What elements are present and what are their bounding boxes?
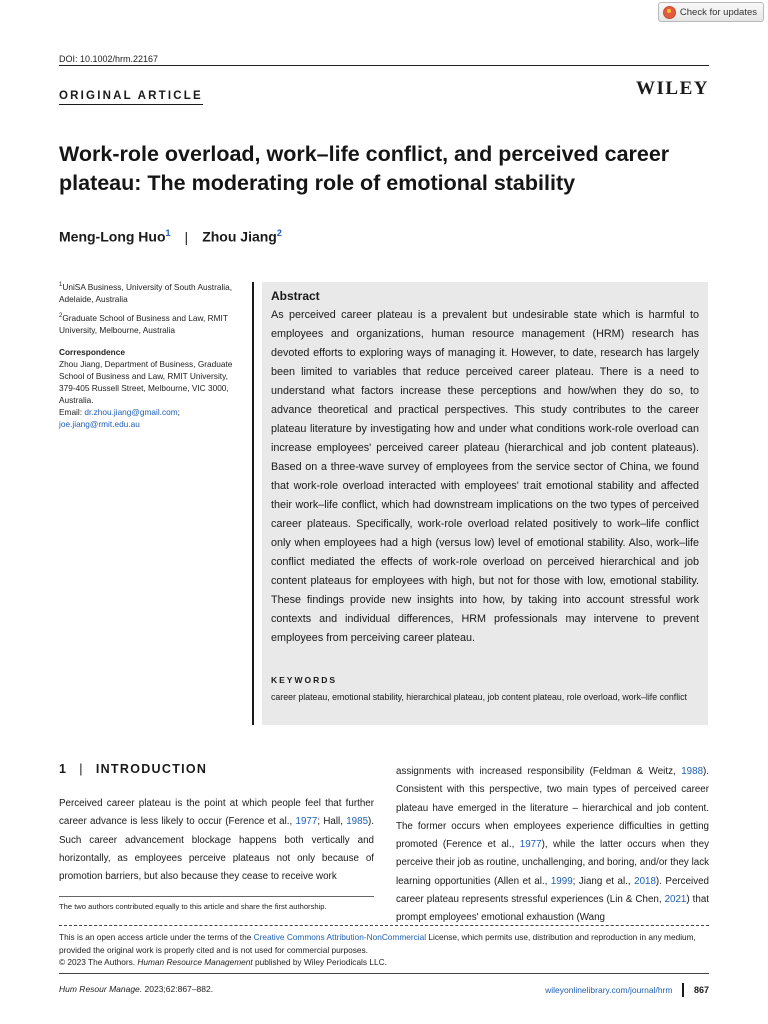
footer-citation: Hum Resour Manage. 2023;62:867–882. <box>59 984 214 994</box>
publisher-logo: WILEY <box>636 78 709 99</box>
abstract-bar <box>252 282 254 725</box>
author-name: Meng-Long Huo <box>59 228 166 245</box>
citation-link[interactable]: 1985 <box>346 816 369 828</box>
citation-link[interactable]: 2018 <box>634 875 656 887</box>
journal-url-link[interactable]: wileyonlinelibrary.com/journal/hrm <box>545 985 673 995</box>
license-rule <box>59 925 709 926</box>
article-title: Work-role overload, work–life conflict, and perceived career plateau: The moderating role of emotional stability <box>59 142 670 195</box>
author-name: Zhou Jiang <box>202 228 277 245</box>
author-list <box>59 228 282 245</box>
email-link[interactable]: dr.zhou.jiang@gmail.com <box>84 406 178 417</box>
correspondence-heading: Correspondence <box>59 346 125 357</box>
citation-link[interactable]: 1977 <box>295 816 318 828</box>
abstract-text: As perceived career plateau is a prevalent but undesirable state which is harmful to employees and organizations, human resource management (HRM) research has devoted efforts to exploring ways of managing it. However, to date, research has largely been limited to variables that reduce perceived career plateau. There is a need to understand what factors increase these perceptions and how/when they do so, to advance theoretical and practical perspectives. This study contributes to the career plateau literature by investigating how and under what conditions work-role overload can increase employees' perceived career plateau (hierarchical and job content plateaus). Based on a three-wave survey of employees from the service sector of China, we found that work-role overload interacted with employees' trait emotional stability and affected their work–life conflict, which had downstream implications on the two types of perceived career plateaus. Specifically, work-role overload related positively to work–life conflict only when employees had a high (versus low) level of emotional stability. Also, work–life conflict mediated the effects of work-role overload on perceived hierarchical and job content plateaus for employees with high, but not for those with low, emotional stability. These findings provide new insights into how, by taking into account stressful work contexts and individual differences, HRM professionals may intervene to prevent employees from perceiving career plateau. <box>271 309 699 644</box>
affiliation: $^1$UniSA Business, University of South Australia, Adelaide, Australia <box>59 281 233 304</box>
footnote-rule <box>59 896 374 897</box>
doi: DOI: 10.1002/hrm.22167 <box>59 54 159 64</box>
page-number: 867 <box>693 985 709 995</box>
header-rule <box>59 65 709 66</box>
crossmark-icon <box>663 6 676 19</box>
keywords-heading: KEYWORDS <box>271 675 338 685</box>
keywords-text: career plateau, emotional stability, hierarchical plateau, job content plateau, role overload, work–life conflict <box>271 692 687 702</box>
footer-rule <box>59 973 709 974</box>
license-notice: This is an open access article under the terms of the Creative Commons Attribution-NonCommercial License, which permits use, distribution and reproduction in any medium, provided the original work is properly cited and is not used for commercial purposes. © 2023 The Authors. Human Resource Management published by Wiley Periodicals LLC. <box>59 932 696 967</box>
license-link[interactable]: Creative Commons Attribution-NonCommercial <box>253 932 427 942</box>
check-for-updates-button[interactable] <box>658 2 764 22</box>
author-affil-sup[interactable]: 2 <box>276 228 282 238</box>
footnote: The two authors contributed equally to this article and share the first authorship. <box>59 902 327 911</box>
section-heading: 1 | INTRODUCTION <box>59 762 208 776</box>
citation-link[interactable]: 2021 <box>664 894 687 906</box>
footer-right <box>545 983 709 997</box>
correspondence-text: Zhou Jiang, Department of Business, Graduate School of Business and Law, RMIT University, 379-405 Russell Street, Melbourne, VIC 3000, Australia. Email: dr.zhou.jiang@gmail.com; joe.jiang@rmit.edu.au <box>59 358 233 429</box>
abstract-heading: Abstract <box>271 289 320 303</box>
check-for-updates-label: Check for updates <box>679 6 757 18</box>
footer-divider <box>682 983 684 997</box>
author-affil-sup[interactable]: 1 <box>165 228 171 238</box>
citation-link[interactable]: 1977 <box>519 839 542 851</box>
citation-link[interactable]: 1988 <box>681 766 704 777</box>
affiliation: $^2$Graduate School of Business and Law, RMIT University, Melbourne, Australia <box>59 312 228 335</box>
intro-column-right: assignments with increased responsibility (Feldman & Weitz, 1988). Consistent with this perspective, two main types of perceived career plateau have emerged in the literature – hierarchical and job content. The former occurs when employees experience difficulties in getting promoted (Ference et al., 1977), while the latter occurs when they perceive their job as routine, unchallenging, and boring, and/or they lack learning opportunities (Allen et al., 1999; Jiang et al., 2018). Perceived career plateau represents stressful experiences (Lin & Chen, 2021) that prompt employees' emotional exhaustion (Wang <box>396 766 709 924</box>
article-type: ORIGINAL ARTICLE <box>59 90 203 105</box>
intro-column-left: Perceived career plateau is the point at which people feel that further career advance is less likely to occur (Ference et al., 1977; Hall, 1985). Such career advancement blockage happens both vertically and horizontally, as employees perceive plateaus not only because of promotion barriers, but also because they cease to receive work <box>59 798 375 883</box>
affiliations <box>59 279 243 435</box>
author-separator: | <box>184 228 189 245</box>
citation-link[interactable]: 1999 <box>550 875 573 887</box>
email-link[interactable]: joe.jiang@rmit.edu.au <box>59 418 140 429</box>
